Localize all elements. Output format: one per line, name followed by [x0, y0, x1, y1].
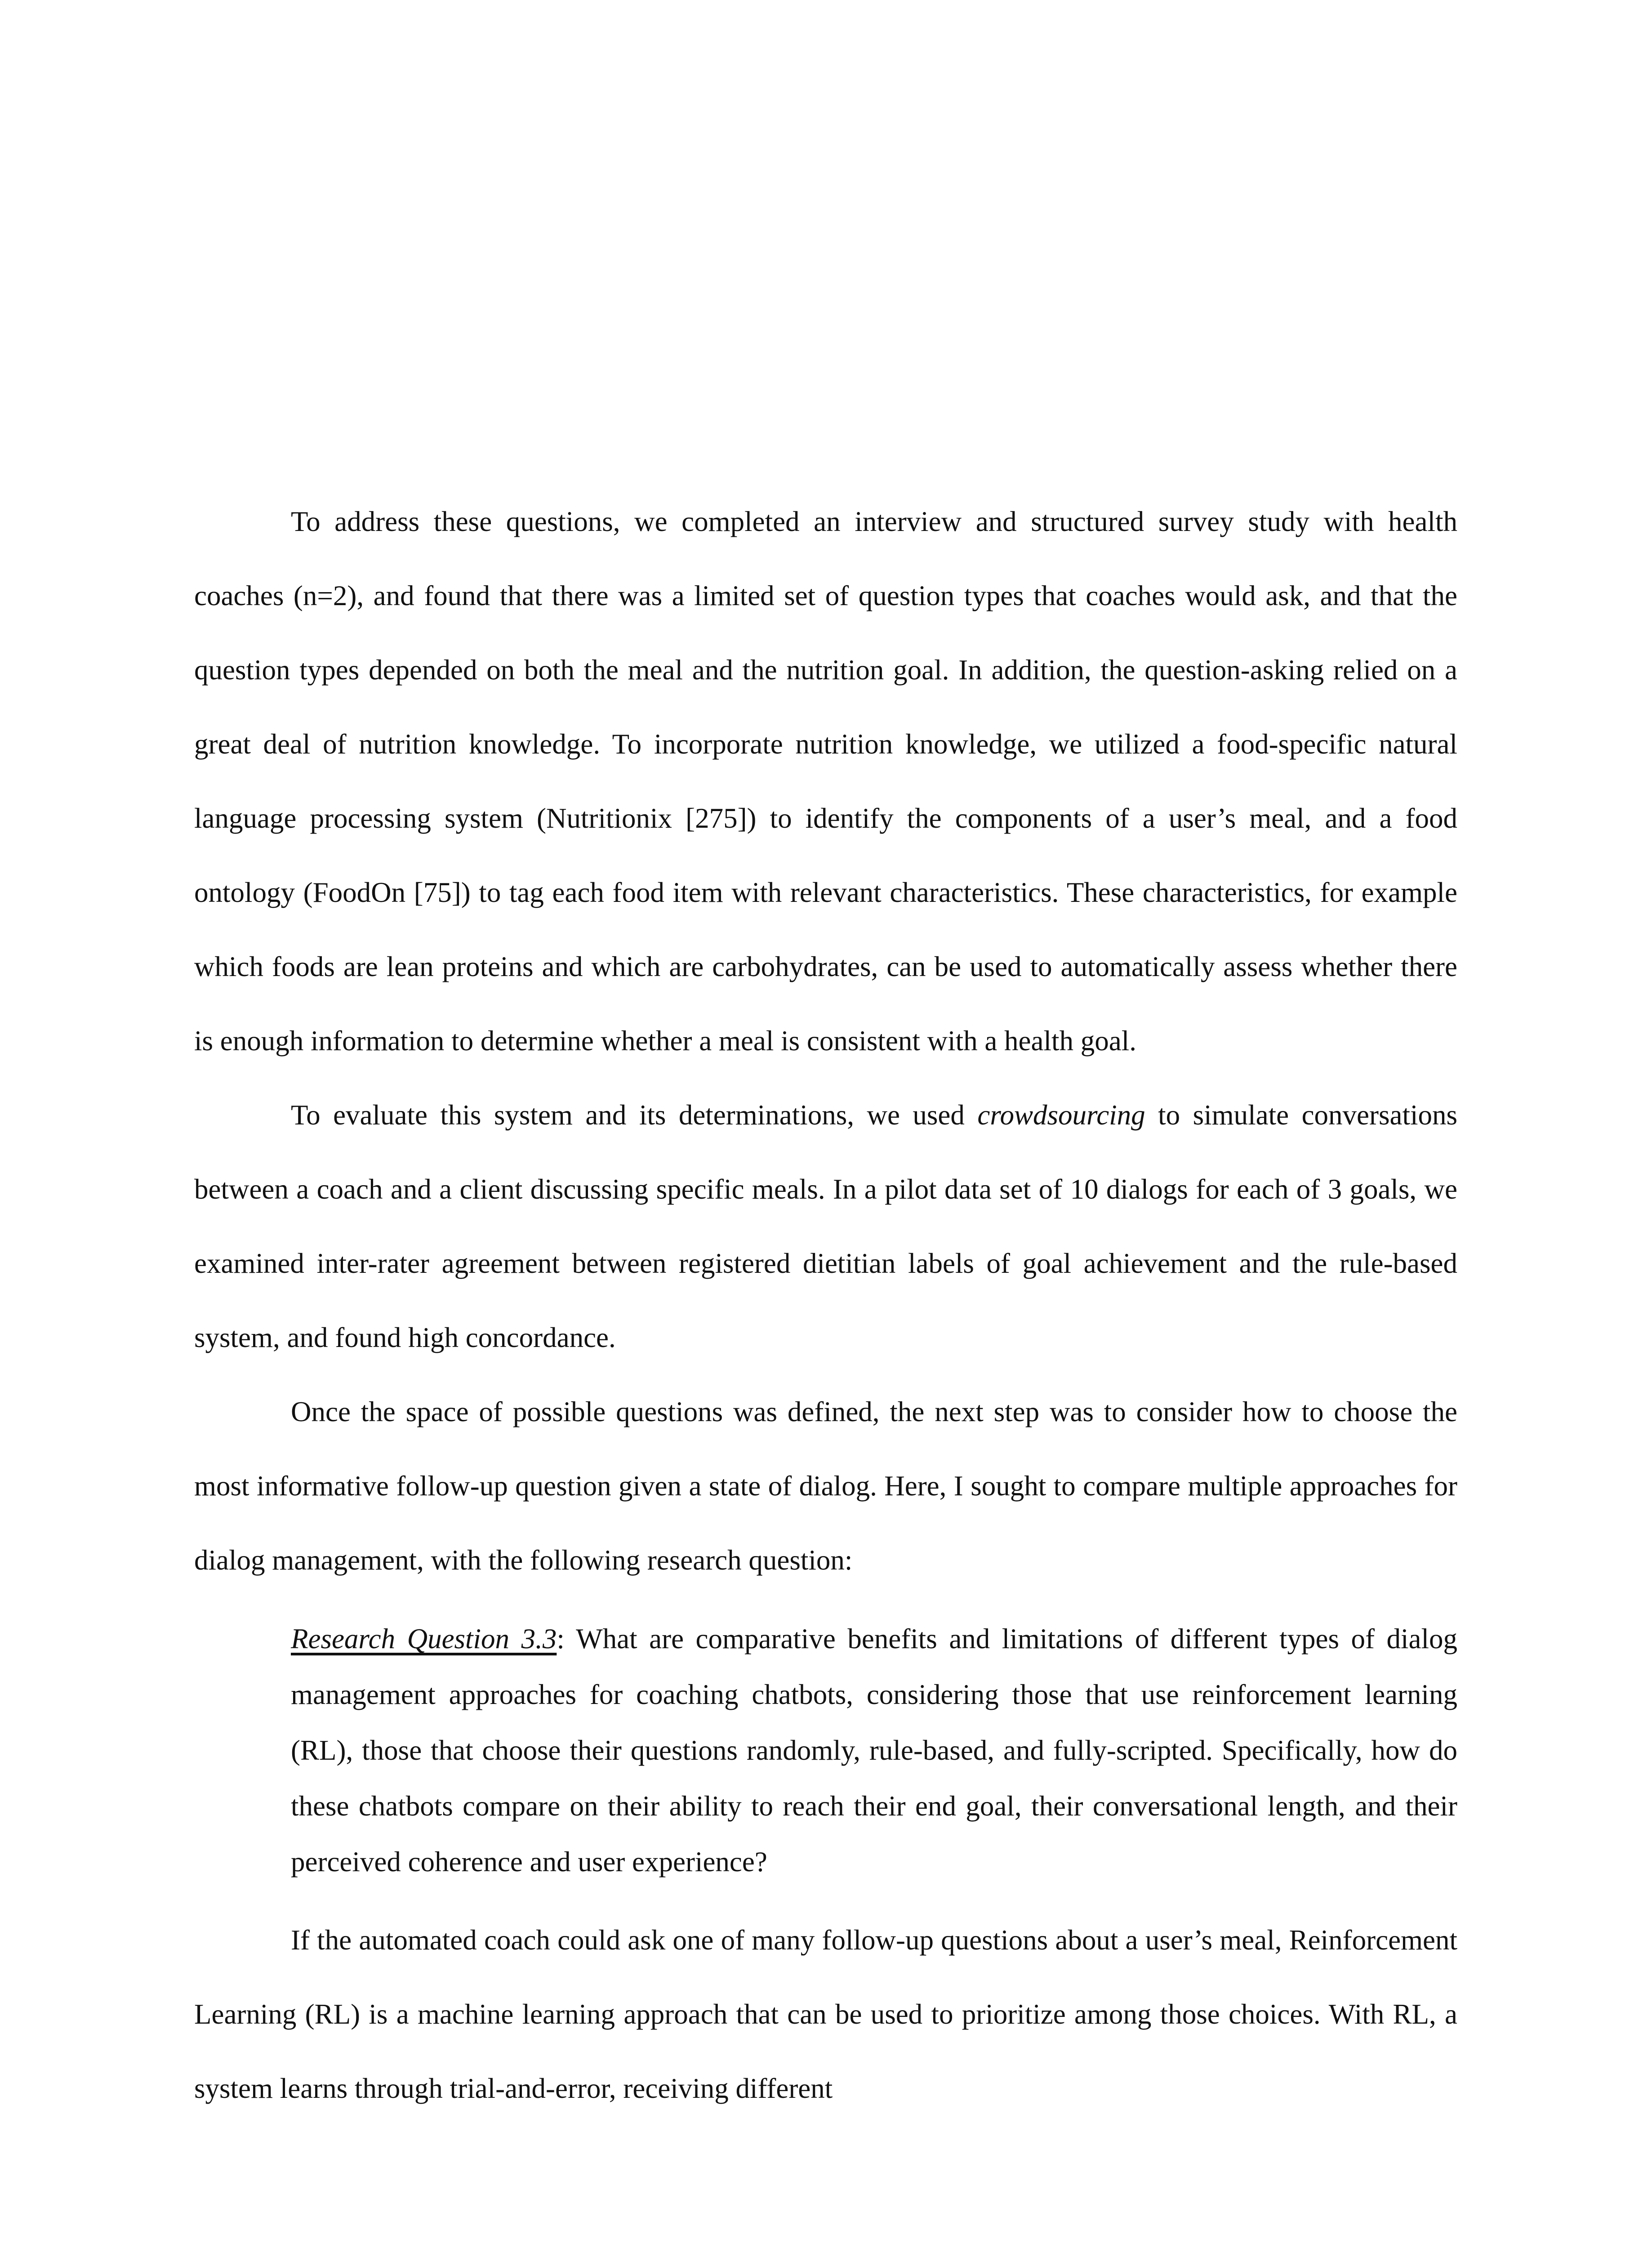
- research-question-block: [291, 1611, 1457, 1890]
- paragraph-crowdsourcing-end: to simulate conversations between a coach and a client discussing specific meals. In a pilot data set of 10 dialogs for each of 3 goals, we examined inter-rater agreement between registered dietitian labels of goal achievement and the rule-based system, and found high concordance.: [194, 1099, 1457, 1353]
- body-text: [194, 485, 1457, 2126]
- paragraph-interview-study: To address these questions, we completed an interview and structured survey study with health coaches (n=2), and found that there was a limited set of question types that coaches would ask, and that the question types depended on both the meal and the nutrition goal. In addition, the question-asking relied on a great deal of nutrition knowledge. To incorporate nutrition knowledge, we utilized a food-specific natural language processing system (Nutritionix [275]) to identify the components of a user’s meal, and a food ontology (FoodOn [75]) to tag each food item with relevant characteristics. These characteristics, for example which foods are lean proteins and which are carbohydrates, can be used to automatically assess whether there is enough information to determine whether a meal is consistent with a health goal.: [194, 506, 1457, 1057]
- paragraph-crowdsourcing: [194, 1078, 1457, 1375]
- research-question-label: Research Question 3.3: [291, 1623, 557, 1655]
- research-question-text: : What are comparative benefits and limitations of different types of dialog management approaches for coaching chatbots, considering those that use reinforcement learning (RL), those that choose their questions randomly, rule-based, and fully-scripted. Specifically, how do these chatbots compare on their ability to reach their end goal, their conversational length, and their perceived coherence and user experience?: [291, 1623, 1457, 1878]
- paragraph-crowdsourcing-start: To evaluate this system and its determinations, we used: [291, 1099, 978, 1131]
- emphasis-crowdsourcing: crowdsourcing: [977, 1099, 1145, 1131]
- paragraph-reinforcement-learning: If the automated coach could ask one of many follow-up questions about a user’s meal, Reinforcement Learning (RL) is a machine learning approach that can be used to prioritize among those choices. With RL, a system learns through trial-and-error, receiving different: [194, 1924, 1457, 2104]
- paragraph-dialog-management: Once the space of possible questions was defined, the next step was to consider how to choose the most informative follow-up question given a state of dialog. Here, I sought to compare multiple approaches for dialog management, with the following research question:: [194, 1396, 1457, 1576]
